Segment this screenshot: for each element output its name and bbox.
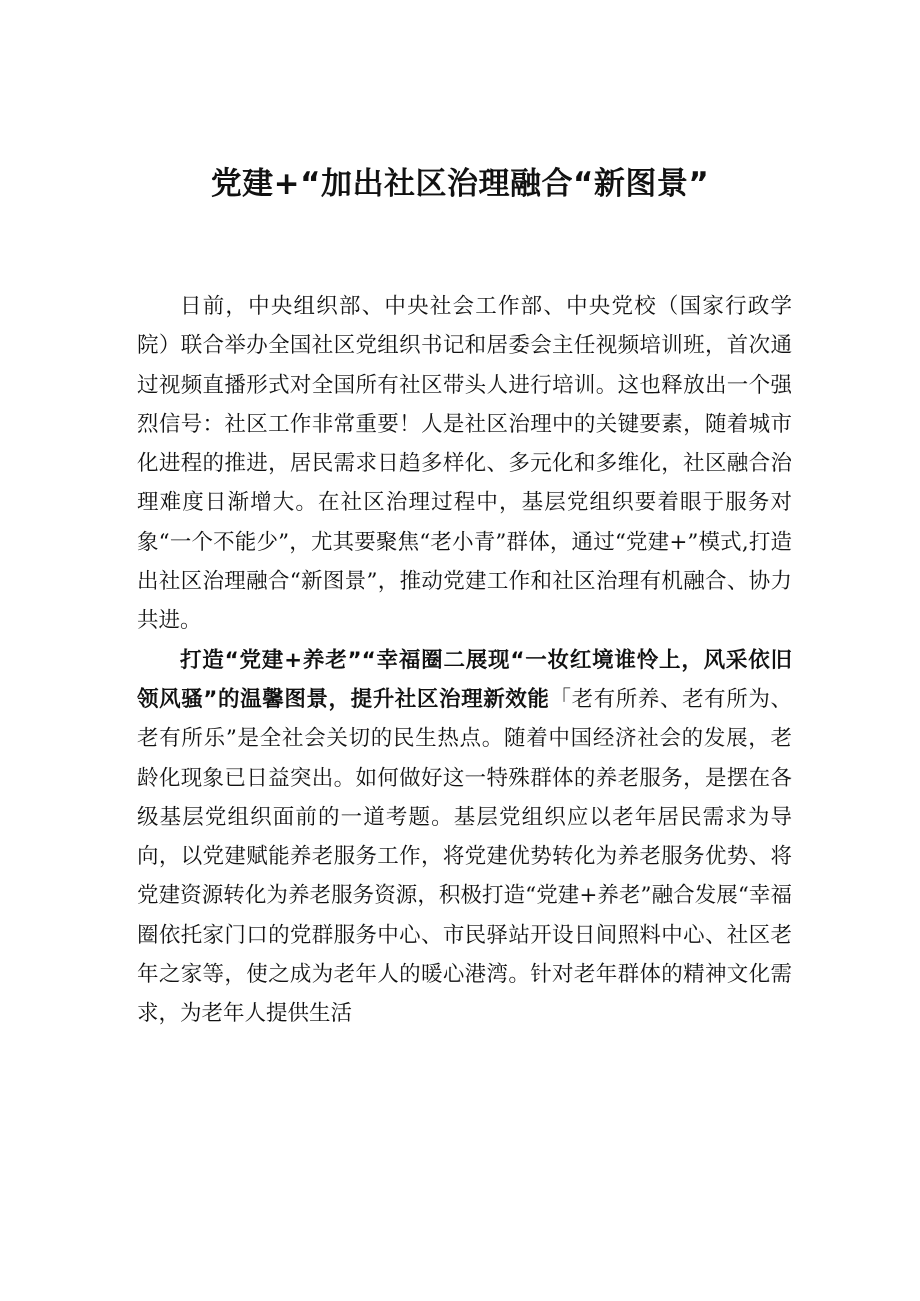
paragraph-1-text: 日前，中央组织部、中央社会工作部、中央党校（国家行政学院）联合举办全国社区党组织书记和居委会主任视频培训班，首次通过视频直播形式对全国所有社区带头人进行培训。这也释放出一个强烈信号：社区工作非常重要！人是社区治理中的关键要素，随着城市化进程的推进，居民需求日趋多样化、多元化和多维化，社区融合治理难度日渐增大。在社区治理过程中，基层党组织要着眼于服务对象“一个不能少”，尤其要聚焦“老小青”群体，通过“党建+”模式,打造出社区治理融合“新图景”，推动党建工作和社区治理有机融合、协力共进。 bbox=[137, 294, 792, 634]
paragraph-2-text: 「老有所养、老有所为、老有所乐”是全社会关切的民生热点。随着中国经济社会的发展，老龄化现象已日益突出。如何做好这一特殊群体的养老服务，是摆在各级基层党组织面前的一道考题。基层党组织应以老年居民需求为导向，以党建赋能养老服务工作，将党建优势转化为养老服务优势、将党建资源转化为养老服务资源，积极打造“党建+养老”融合发展“幸福圈依托家门口的党群服务中心、市民驿站开设日间照料中心、社区老年之家等，使之成为老年人的暖心港湾。针对老年群体的精神文化需求，为老年人提供生活 bbox=[137, 686, 792, 1027]
document-title: 党建+“加出社区治理融合“新图景” bbox=[210, 166, 710, 202]
paragraph-2-heading: 打造“党建+养老”“幸福圈二展现“一妆红境谁怜上，风采依旧领风骚”的温馨图景，提升社区治理新效能 bbox=[137, 647, 792, 712]
paragraph-1 bbox=[137, 287, 792, 641]
paragraph-2 bbox=[137, 641, 792, 1034]
document-body bbox=[137, 287, 792, 1034]
